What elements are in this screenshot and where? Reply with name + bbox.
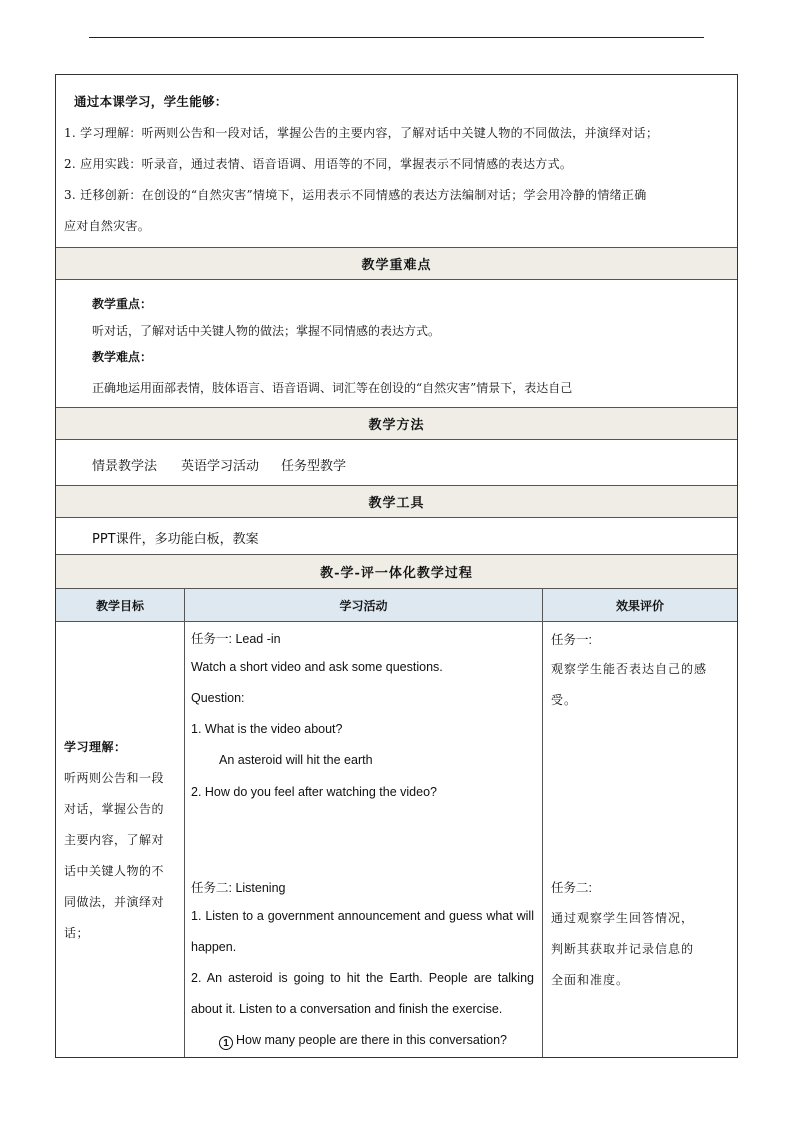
focus-label: 教学重点： bbox=[92, 297, 153, 311]
difficulty-text: 正确地运用面部表情，肢体语言、语音语调、词汇等在创设的“自然灾害”情景下，表达自己 bbox=[92, 381, 573, 395]
task2-line: happen. bbox=[191, 940, 237, 954]
objective-item-3: 3. 迁移创新：在创设的“自然灾害”情境下，运用表示不同情感的表达方法编制对话；学会用冷静的情绪正确 bbox=[64, 188, 647, 202]
focus-text: 听对话，了解对话中关键人物的做法；掌握不同情感的表达方式。 bbox=[92, 324, 441, 338]
objective-line: 听两则公告和一段 bbox=[64, 771, 165, 785]
objective-item-1: 1. 学习理解：听两则公告和一段对话，掌握公告的主要内容，了解对话中关键人物的不同做法，并演绎对话； bbox=[64, 126, 659, 140]
objective-line: 同做法，并演绎对 bbox=[64, 895, 165, 909]
eval-task2-line: 全面和准度。 bbox=[551, 973, 630, 987]
task2-line: 2. An asteroid is going to hit the Earth. People are talking bbox=[191, 971, 534, 985]
evaluation-cell bbox=[543, 622, 737, 1057]
process-column-headers bbox=[56, 589, 737, 622]
objective-label: 学习理解： bbox=[64, 740, 127, 754]
tools-text: PPT课件，多功能白板，教案 bbox=[92, 532, 259, 547]
method-1: 情景教学法 bbox=[92, 459, 158, 474]
circled-number-icon: 1 bbox=[219, 1036, 233, 1050]
objective-line: 对话，掌握公告的 bbox=[64, 802, 165, 816]
process-title: 教-学-评一体化教学过程 bbox=[320, 566, 473, 581]
task2-line: about it. Listen to a conversation and finish the exercise. bbox=[191, 1002, 503, 1016]
objective-line: 话中关键人物的不 bbox=[64, 864, 165, 878]
difficulty-label: 教学难点： bbox=[92, 350, 153, 364]
column-header-evaluation: 效果评价 bbox=[615, 598, 664, 613]
objectives-section bbox=[56, 75, 737, 248]
task2-title: 任务二: Listening bbox=[191, 881, 286, 895]
method-3: 任务型教学 bbox=[281, 459, 347, 474]
eval-task1-line: 受。 bbox=[551, 693, 578, 707]
key-points-title: 教学重难点 bbox=[361, 258, 432, 273]
tools-header bbox=[56, 486, 737, 518]
eval-task1-line: 观察学生能否表达自己的感 bbox=[551, 662, 708, 676]
task1-line: Watch a short video and ask some questions. bbox=[191, 660, 443, 674]
tools-title: 教学工具 bbox=[368, 496, 425, 511]
methods-header bbox=[56, 408, 737, 440]
column-header-objective: 教学目标 bbox=[56, 589, 185, 621]
eval-task2-title: 任务二: bbox=[551, 881, 592, 895]
objective-line: 话； bbox=[64, 926, 90, 940]
eval-task2-line: 判断其获取并记录信息的 bbox=[551, 942, 695, 956]
column-header-activity: 学习活动 bbox=[185, 589, 543, 621]
activity-cell bbox=[185, 622, 543, 1057]
method-2: 英语学习活动 bbox=[181, 459, 260, 474]
objective-cell bbox=[56, 622, 185, 1057]
task1-line: Question: bbox=[191, 691, 245, 705]
question-1 bbox=[219, 1033, 507, 1050]
objective-item-3-cont: 应对自然灾害。 bbox=[64, 219, 151, 233]
task1-line: 2. How do you feel after watching the video? bbox=[191, 785, 437, 799]
header-rule bbox=[89, 37, 704, 38]
task1-line: 1. What is the video about? bbox=[191, 722, 343, 736]
eval-task2-line: 通过观察学生回答情况， bbox=[551, 911, 695, 925]
task1-title: 任务一: Lead -in bbox=[191, 632, 281, 646]
lesson-plan-table bbox=[55, 74, 738, 1058]
question-1-text: How many people are there in this conversation? bbox=[236, 1033, 507, 1047]
objectives-intro: 通过本课学习，学生能够： bbox=[74, 94, 228, 109]
process-header bbox=[56, 555, 737, 589]
key-points-section bbox=[56, 280, 737, 408]
eval-task1-title: 任务一: bbox=[551, 633, 592, 647]
objective-line: 主要内容，了解对 bbox=[64, 833, 165, 847]
key-points-header bbox=[56, 248, 737, 280]
task1-line: An asteroid will hit the earth bbox=[219, 753, 373, 767]
methods-title: 教学方法 bbox=[368, 418, 425, 433]
task2-line: 1. Listen to a government announcement and guess what will bbox=[191, 909, 534, 923]
objective-item-2: 2. 应用实践：听录音，通过表情、语音语调、用语等的不同，掌握表示不同情感的表达方式。 bbox=[64, 157, 573, 171]
process-body-row bbox=[56, 622, 737, 1057]
methods-section bbox=[56, 440, 737, 486]
tools-section bbox=[56, 518, 737, 555]
